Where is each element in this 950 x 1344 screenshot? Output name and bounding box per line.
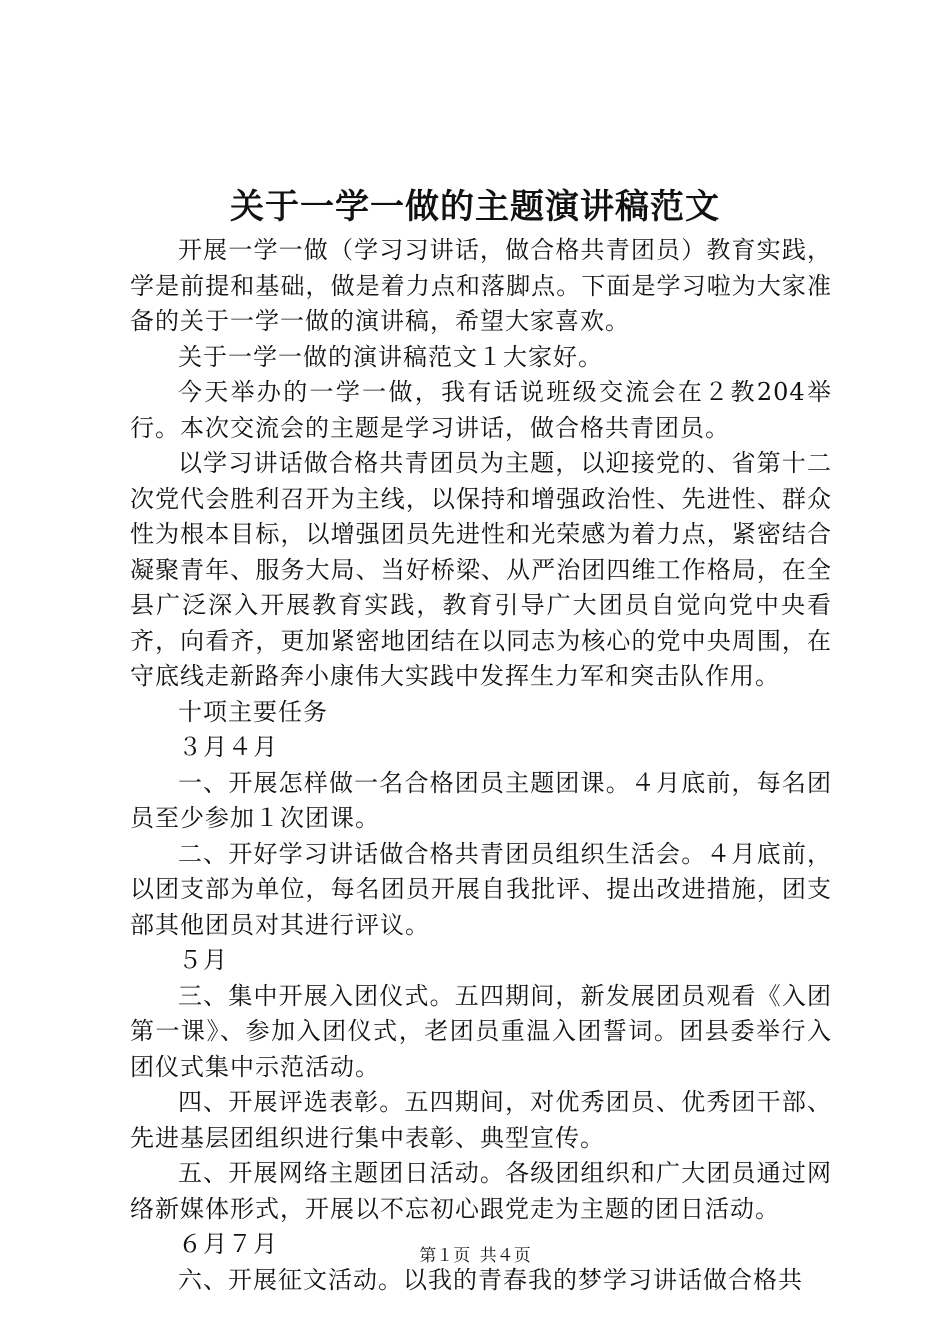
paragraph-month-mar-apr: ３月４月 [178, 733, 278, 761]
paragraph-month-jun-jul: ６月７月 [178, 1230, 278, 1258]
paragraph-task-3: 三、集中开展入团仪式。五四期间，新发展团员观看《入团第一课》、参加入团仪式，老团员重温入团誓词。团县委举行入团仪式集中示范活动。 [130, 981, 832, 1081]
document-body [130, 233, 832, 1298]
paragraph-task-6: 六、开展征文活动。以我的青春我的梦学习讲话做合格共 [178, 1265, 803, 1294]
paragraph-task-2: 二、开好学习讲话做合格共青团员组织生活会。４月底前，以团支部为单位，每名团员开展自我批评、提出改进措施，团支部其他团员对其进行评议。 [130, 839, 832, 939]
paragraph-theme: 以学习讲话做合格共青团员为主题，以迎接党的、省第十二次党代会胜利召开为主线，以保持和增强政治性、先进性、群众性为根本目标，以增强团员先进性和光荣感为着力点，紧密结合凝聚青年、服务大局、当好桥梁、从严治团四维工作格局，在全县广泛深入开展教育实践，教育引导广大团员自觉向党中央看齐，向看齐，更加紧密地团结在以同志为核心的党中央周围，在守底线走新路奔小康伟大实践中发挥生力军和突击队作用。 [130, 449, 832, 690]
page-number: 第１页 [419, 1246, 471, 1266]
paragraph-task-1: 一、开展怎样做一名合格团员主题团课。４月底前，每名团员至少参加１次团课。 [130, 768, 832, 832]
paragraph-tasks-heading: 十项主要任务 [178, 697, 328, 726]
paragraph-task-4: 四、开展评选表彰。五四期间，对优秀团员、优秀团干部、先进基层团组织进行集中表彰、典型宣传。 [130, 1088, 832, 1152]
page-footer [0, 1244, 950, 1268]
document-title: 关于一学一做的主题演讲稿范文 [230, 187, 720, 227]
paragraph-month-may: ５月 [178, 946, 228, 974]
paragraph-sample-heading: 关于一学一做的演讲稿范文１大家好。 [178, 342, 603, 371]
page-total: 共４页 [479, 1246, 531, 1266]
paragraph-task-5: 五、开展网络主题团日活动。各级团组织和广大团员通过网络新媒体形式，开展以不忘初心跟党走为主题的团日活动。 [130, 1159, 832, 1223]
paragraph-intro: 开展一学一做（学习习讲话，做合格共青团员）教育实践，学是前提和基础，做是着力点和落脚点。下面是学习啦为大家准备的关于一学一做的演讲稿，希望大家喜欢。 [130, 236, 832, 335]
paragraph-meeting: 今天举办的一学一做，我有话说班级交流会在２教204举行。本次交流会的主题是学习讲话，做合格共青团员。 [130, 378, 832, 442]
